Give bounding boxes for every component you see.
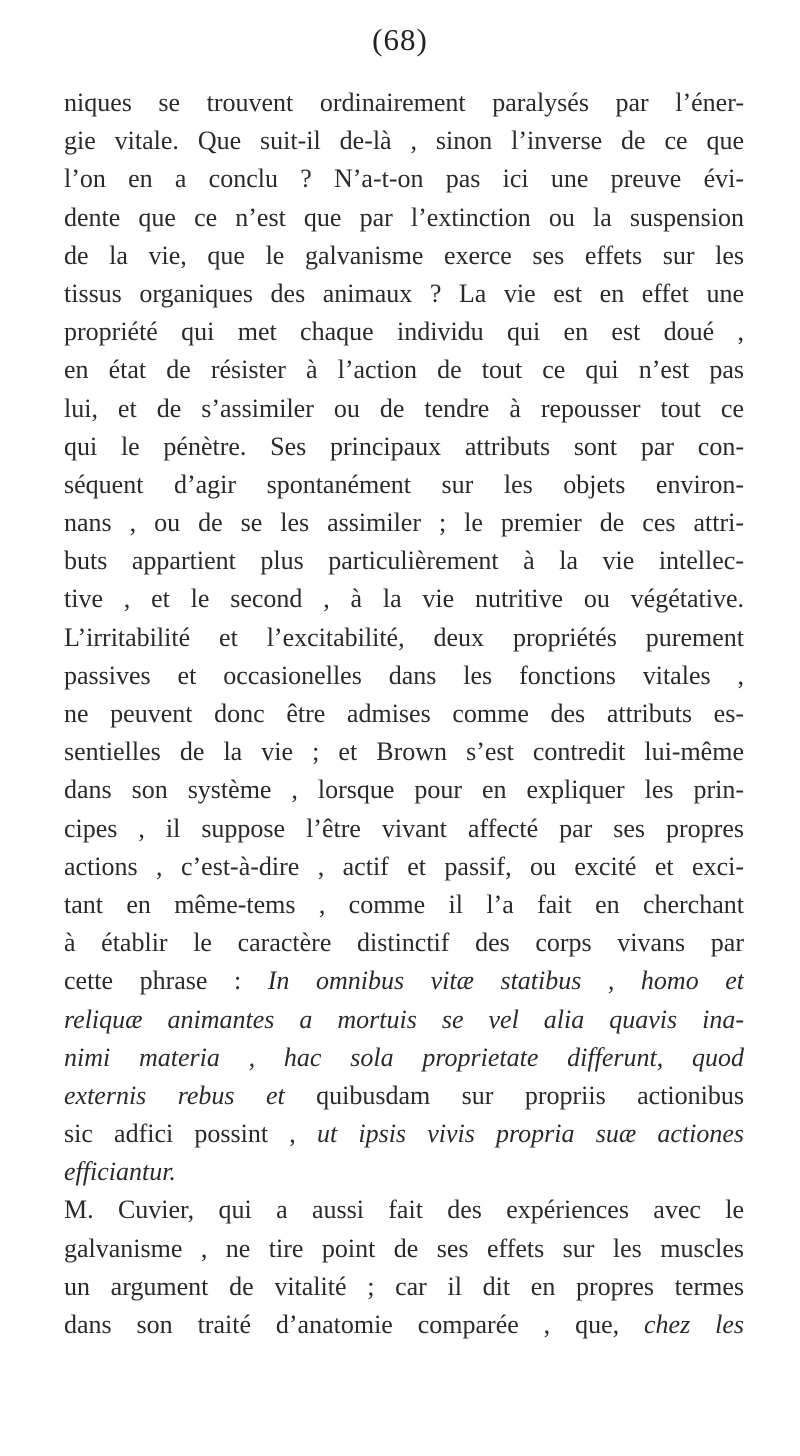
text-segment: , [656,1042,693,1072]
italic-text-segment: ut ipsis vivis propria suæ actiones [316,1119,744,1149]
text-line [64,848,744,886]
text-segment: tissus organiques des animaux ? La vie est en effet une [64,278,744,308]
text-segment: un argument de vitalité ; car il dit en propres termes [64,1271,744,1301]
text-line [64,122,744,160]
text-line [64,84,744,122]
text-segment: galvanisme , ne tire point de ses effets sur les muscles [64,1233,744,1263]
text-segment: séquent d’agir spontanément sur les objets environ- [64,469,744,499]
text-segment: cipes , il suppose l’être vivant affecté par ses propres [64,813,744,843]
text-line [64,1268,744,1306]
text-line [64,1077,744,1115]
text-segment: sentielles de la vie ; et Brown s’est contredit lui-même [64,737,744,767]
text-segment: quibusdam sur propriis actionibus [284,1080,744,1110]
text-line [64,733,744,771]
text-line [64,1230,744,1268]
text-segment: en état de résister à l’action de tout ce qui n’est pas [64,355,744,385]
text-line [64,390,744,428]
text-segment: nans , ou de se les assimiler ; le premier de ces attri- [64,508,744,538]
text-line [64,466,744,504]
text-segment: à établir le caractère distinctif des corps vivans par [64,928,744,958]
italic-text-segment: chez les [644,1310,744,1339]
text-segment: cette phrase : [64,966,268,996]
text-line [64,237,744,275]
text-line [64,962,744,1000]
text-line [64,810,744,848]
italic-text-segment: In omnibus vitæ statibus , homo et [267,966,744,996]
text-line [64,1039,744,1077]
text-segment: M. Cuvier, qui a aussi fait des expériences avec le [64,1195,744,1225]
text-line [64,1001,744,1039]
text-segment: dans son traité d’anatomie comparée , que, [64,1310,645,1339]
text-line [64,695,744,733]
text-segment: dans son système , lorsque pour en expliquer les prin- [64,775,744,805]
text-line [64,199,744,237]
text-line [64,160,744,198]
text-segment: propriété qui met chaque individu qui en est doué , [64,317,744,347]
text-segment: niques se trouvent ordinairement paralysés par l’éner- [64,88,744,117]
text-line [64,886,744,924]
italic-text-segment: externis rebus et [64,1080,285,1110]
text-segment: qui le pénètre. Ses principaux attributs sont par con- [64,431,744,461]
page-number: (68) [372,22,428,57]
text-segment: tant en même-tems , comme il l’a fait en cherchant [64,889,744,919]
text-line [64,657,744,695]
text-segment: actions , c’est-à-dire , actif et passif, ou excité et exci- [64,851,744,881]
text-segment: L’irritabilité et l’excitabilité, deux propriétés purement [64,622,744,652]
text-line [64,619,744,657]
italic-text-segment: nimi materia , hac sola proprietate differunt [64,1042,657,1072]
text-line [64,275,744,313]
text-line [64,542,744,580]
italic-text-segment: efficiantur. [64,1157,176,1187]
text-line [64,313,744,351]
text-segment: ne peuvent donc être admises comme des attributs es- [64,699,744,728]
text-segment: buts appartient plus particulièrement à la vie intellec- [64,546,744,576]
text-segment: tive , et le second , à la vie nutritive ou végétative. [64,584,744,614]
text-segment: sic adfici possint , [64,1119,317,1149]
text-segment: l’on en a conclu ? N’a-t-on pas ici une preuve évi- [64,164,744,194]
text-segment: gie vitale. Que suit-il de-là , sinon l’inverse de ce que [64,126,744,156]
text-segment: lui, et de s’assimiler ou de tendre à repousser tout ce [64,393,744,423]
text-line [64,1306,744,1344]
text-line [64,1153,744,1191]
text-line [64,771,744,809]
text-line [64,428,744,466]
text-line [64,504,744,542]
text-segment: dente que ce n’est que par l’extinction ou la suspension [64,202,744,232]
text-segment: de la vie, que le galvanisme exerce ses effets sur les [64,240,744,270]
text-segment: passives et occasionelles dans les fonctions vitales , [64,660,744,690]
text-line [64,924,744,962]
italic-text-segment: reliquæ animantes a mortuis se vel alia quavis ina- [64,1004,744,1034]
body-text [64,84,744,1344]
text-line [64,1191,744,1229]
text-line [64,351,744,389]
text-line [64,580,744,618]
text-line [64,1115,744,1153]
italic-text-segment: quod [692,1042,744,1072]
